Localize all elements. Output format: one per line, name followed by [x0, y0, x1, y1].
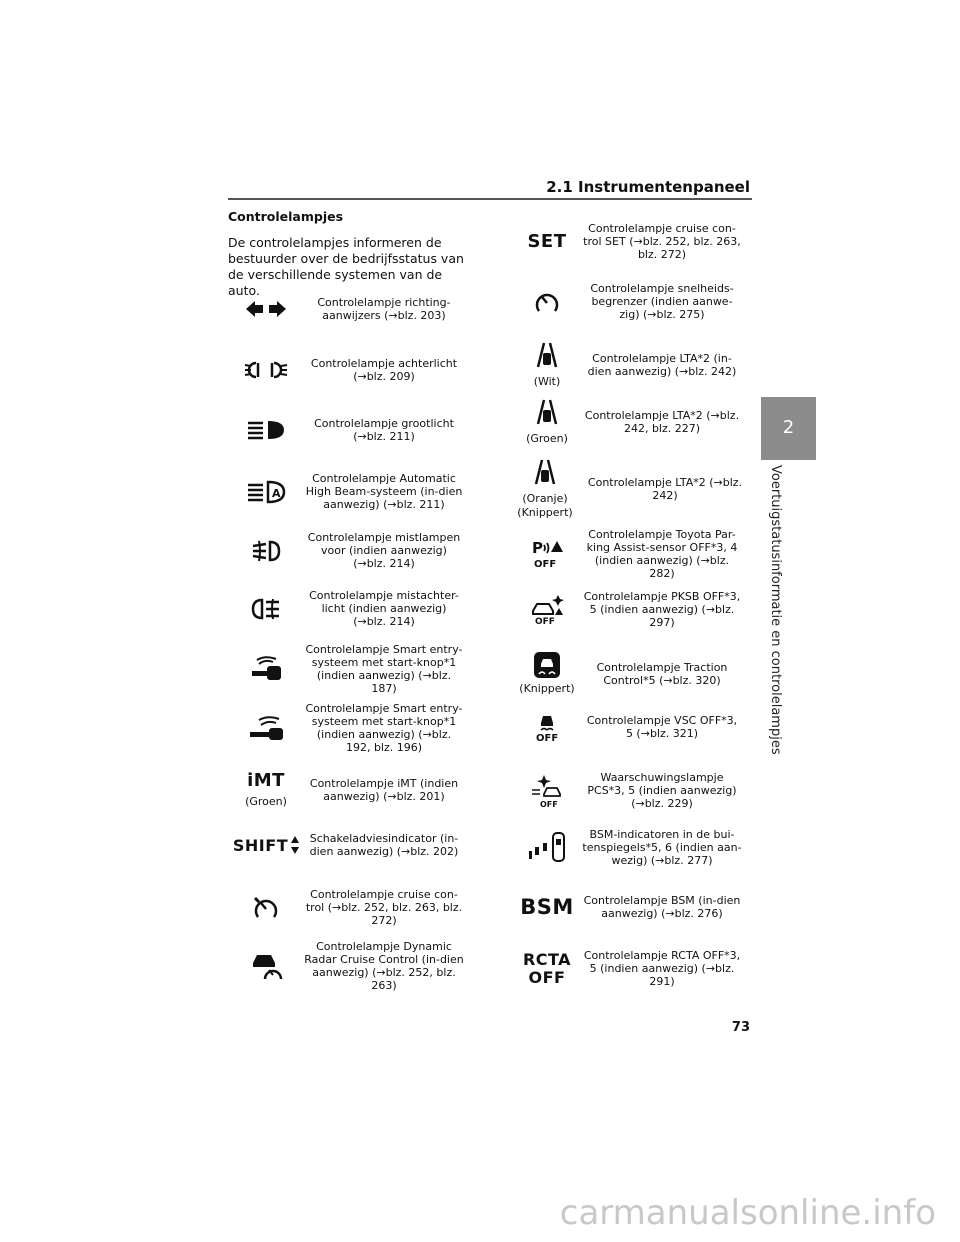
list-item [512, 949, 742, 988]
side-tab [761, 397, 816, 460]
list-item [228, 702, 464, 754]
vsc-off-icon [532, 712, 562, 742]
item-desc: Schakeladviesindicator (in-dien aanwezig) (→blz. 202) [309, 832, 459, 858]
icon-caption: (Groen) [245, 795, 287, 808]
item-desc: Controlelampje richting-aanwijzers (→blz. 203) [317, 296, 451, 322]
icon-caption: (Knippert) [519, 682, 575, 695]
side-tab-number: 2 [782, 417, 795, 438]
pcs-warning-icon [530, 774, 564, 808]
list-item [512, 712, 742, 742]
list-item [228, 531, 464, 570]
tail-light-icon [244, 360, 288, 380]
pksb-off-icon [529, 595, 565, 625]
svg-text:OFF: OFF [540, 799, 558, 808]
traction-control-icon [534, 652, 560, 678]
parking-assist-off-icon [530, 539, 564, 569]
svg-text:P: P [532, 539, 543, 557]
item-desc: Controlelampje Smart entry-systeem met start-knop*1 (indien aanwezig) (→blz. 192, blz. 196) [305, 702, 463, 754]
footer-watermark: carmanualsonline.info [559, 1193, 936, 1233]
list-item [228, 472, 464, 511]
list-item [512, 341, 742, 389]
item-desc: Controlelampje BSM (in-dien aanwezig) (→blz. 276) [583, 894, 741, 920]
item-desc: Controlelampje Automatic High Beam-systeem (in-dien aanwezig) (→blz. 211) [305, 472, 463, 511]
svg-text:OFF: OFF [534, 559, 557, 569]
page-number: 73 [731, 1020, 750, 1035]
item-desc: BSM-indicatoren in de bui-tenspiegels*5, 6 (indien aan-wezig) (→blz. 277) [582, 828, 742, 867]
lta-orange-icon [532, 458, 558, 488]
header-rule [228, 198, 752, 200]
icon-caption: (Wit) [533, 375, 561, 388]
shift-arrows-icon [291, 836, 299, 854]
item-desc: Controlelampje LTA*2 (in-dien aanwezig) (→blz. 242) [587, 352, 737, 378]
item-desc: Controlelampje VSC OFF*3, 5 (→blz. 321) [586, 714, 738, 740]
rear-fog-icon [251, 597, 281, 621]
list-item [512, 528, 742, 580]
set-icon: SET [527, 231, 567, 252]
list-item [512, 828, 742, 867]
lta-green-icon [534, 398, 560, 428]
intro-title: Controlelampjes [228, 209, 344, 224]
page-header-title: 2.1 Instrumentenpaneel [546, 178, 750, 196]
lta-white-icon [534, 341, 560, 371]
smart-key-icon [249, 656, 283, 682]
list-item [512, 222, 742, 261]
list-item [228, 643, 464, 695]
intro-body: De controlelampjes informeren de bestuurder over de bedrijfsstatus van de verschillende systemen van de auto. [228, 235, 464, 298]
list-item [228, 357, 464, 383]
list-item [505, 458, 745, 520]
list-item [512, 652, 742, 696]
item-desc: Controlelampje Dynamic Radar Cruise Control (in-dien aanwezig) (→blz. 252, blz. 263) [304, 940, 464, 992]
side-tab-label: Voertuigstatusinformatie en controlelampjes [768, 465, 783, 755]
svg-text:A: A [272, 486, 281, 500]
list-item [228, 888, 464, 927]
item-desc: Controlelampje LTA*2 (→blz. 242) [587, 476, 743, 502]
item-desc: Controlelampje cruise con-trol SET (→blz. 252, blz. 263, blz. 272) [583, 222, 741, 261]
item-desc: Controlelampje Toyota Par-king Assist-sensor OFF*3, 4 (indien aanwezig) (→blz. 282) [586, 528, 738, 580]
item-desc: Controlelampje iMT (indien aanwezig) (→blz. 201) [309, 776, 459, 803]
list-item [228, 832, 464, 858]
list-item [512, 282, 742, 321]
svg-text:OFF: OFF [535, 616, 555, 625]
list-item [512, 398, 742, 446]
bsm-mirror-icon [527, 831, 567, 865]
item-desc: Controlelampje snelheids-begrenzer (indien aanwe-zig) (→blz. 275) [590, 282, 734, 321]
cruise-control-icon [253, 895, 279, 921]
item-desc: Controlelampje cruise con-trol (→blz. 252, blz. 263, blz. 272) [305, 888, 463, 927]
dynamic-radar-cruise-icon [249, 951, 283, 981]
list-item [512, 590, 742, 629]
front-fog-icon [251, 539, 281, 563]
shift-icon: SHIFT [232, 835, 289, 855]
item-desc: Controlelampje mistlampen voor (indien aanwezig) (→blz. 214) [307, 531, 461, 570]
item-desc: Controlelampje mistachter-licht (indien aanwezig) (→blz. 214) [309, 589, 459, 628]
high-beam-icon [246, 419, 286, 441]
imt-icon: iMT [247, 770, 285, 791]
svg-text:OFF: OFF [536, 733, 559, 742]
item-desc: Controlelampje Smart entry-systeem met start-knop*1 (indien aanwezig) (→blz. 187) [305, 643, 463, 695]
list-item [228, 589, 464, 628]
smart-key-2-icon [247, 714, 285, 742]
item-desc: Waarschuwingslampje PCS*3, 5 (indien aanwezig) (→blz. 229) [587, 771, 737, 810]
icon-caption: (Oranje) (Knippert) [517, 492, 573, 519]
bsm-icon: BSM [520, 895, 574, 919]
list-item [228, 296, 464, 322]
item-desc: Controlelampje LTA*2 (→blz. 242, blz. 227) [584, 409, 740, 435]
speed-limiter-icon [534, 289, 560, 315]
list-item [228, 770, 464, 809]
list-item [512, 894, 742, 920]
item-desc: Controlelampje RCTA OFF*3, 5 (indien aanwezig) (→blz. 291) [583, 949, 741, 988]
item-desc: Controlelampje achterlicht (→blz. 209) [310, 357, 458, 383]
list-item [228, 940, 464, 992]
item-desc: Controlelampje Traction Control*5 (→blz. 320) [596, 661, 728, 687]
icon-caption: (Groen) [526, 432, 568, 445]
item-desc: Controlelampje PKSB OFF*3, 5 (indien aanwezig) (→blz. 297) [583, 590, 741, 629]
rcta-off-icon: RCTA OFF [522, 949, 572, 987]
auto-high-beam-icon [246, 480, 286, 504]
list-item [228, 417, 464, 443]
list-item [512, 771, 742, 810]
item-desc: Controlelampje grootlicht (→blz. 211) [314, 417, 454, 443]
turn-signal-icon [246, 299, 286, 319]
